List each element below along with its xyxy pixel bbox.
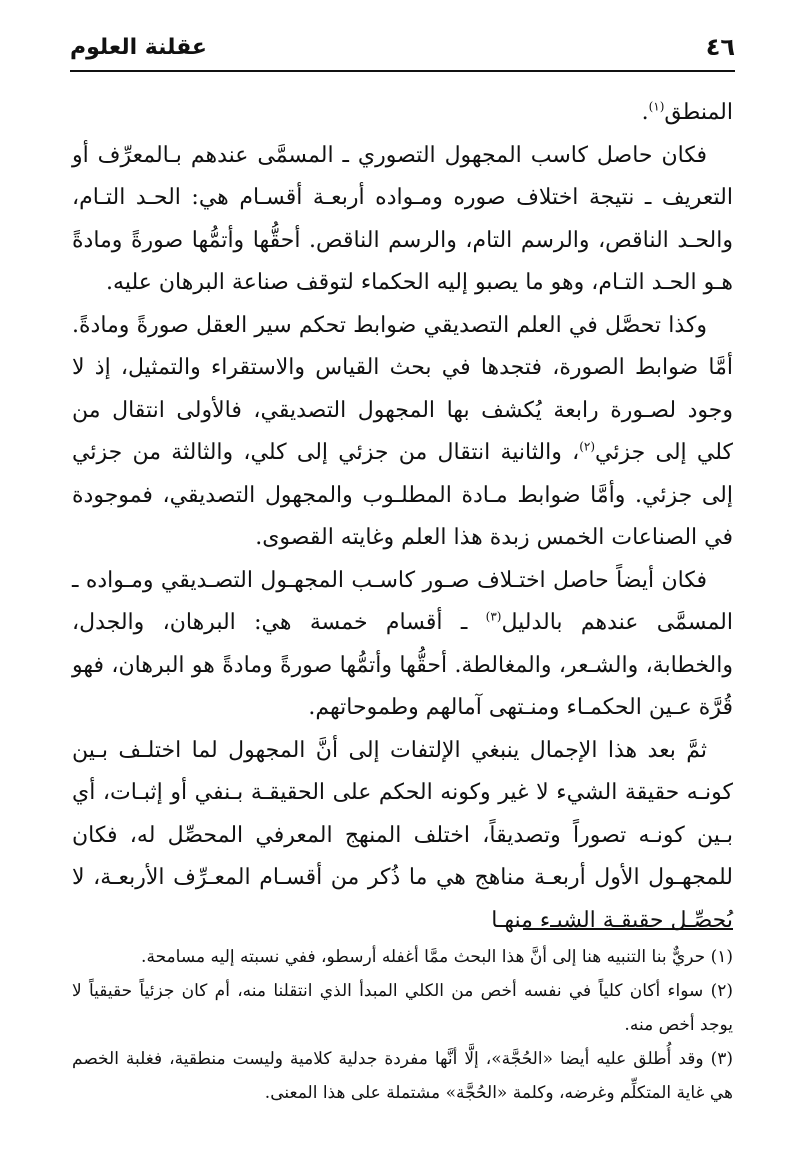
- paragraph: فكان أيضاً حاصل اختـلاف صـور كاسـب المجهـول التصـديقي ومـواده ـ المسمَّى عندهم بالدليل$^{(٣)}$ ـ أقسام خمسة هي: البرهان، والجدل، والخطابة، والشـعر، والمغالطة. أحقُّها وأتمُّها صورةً ومادةً هو البرهان، فهو قُرَّة عـين الحكمـاء ومنـتهى آمالهم وطموحاتهم.: [72, 567, 733, 720]
- paragraph: وكذا تحصَّل في العلم التصديقي ضوابط تحكم سير العقل صورةً ومادةً. أمَّا ضوابط الصورة، فتجدها في بحث القياس والاستقراء والتمثيل، إذ لا وجود لصـورة رابعة يُكشف بها المجهول التصديقي، فالأولى انتقال من كلي إلى جزئي$^{(٢)}$، والثانية انتقال من جزئي إلى كلي، والثالثة من جزئي إلى جزئي. وأمَّا ضوابط مـادة المطلـوب والمجهول التصديقي، فموجودة في الصناعات الخمس زبدة هذا العلم وغايته القصوى.: [72, 312, 733, 550]
- footnote-separator: [523, 928, 733, 930]
- footnote: (١) حريٌّ بنا التنبيه هنا إلى أنَّ هذا البحث ممَّا أغفله أرسطو، ففي نسبته إليه مسامحة.: [141, 947, 733, 967]
- footnote-number: (١): [710, 947, 733, 967]
- footnote: (٢) سواء أكان كلياً في نفسه أخص من الكلي المبدأ الذي انتقلنا منه، أم كان جزئياً حقيقياً لا يوجد أخص منه.: [72, 981, 733, 1035]
- paragraph: فكان حاصل كاسب المجهول التصوري ـ المسمَّى عندهم بـالمعرِّف أو التعريف ـ نتيجة اختلاف صوره ومـواده أربعـة أقسـام هي: الحـد التـام، والحـد الناقص، والرسم التام، والرسم الناقص. أحقُّها وأتمُّها صورةً ومادةً هـو الحـد التـام، وهو ما يصبو إليه الحكماء لتوقف صناعة البرهان عليه.: [72, 142, 733, 295]
- page-header: [70, 24, 735, 72]
- footnote-ref: (١): [648, 99, 665, 114]
- footnotes: [72, 940, 733, 1110]
- footnote-number: (٣): [710, 1049, 733, 1069]
- footnote-ref: (٣): [485, 609, 502, 624]
- body-text: [72, 92, 733, 942]
- page-number: ٤٦: [705, 33, 735, 61]
- paragraph: ثمَّ بعد هذا الإجمال ينبغي الإلتفات إلى أنَّ المجهول لما اختلـف بـين كونـه حقيقة الشيء لا غير وكونه الحكم على الحقيقـة بـنفي أو إثبـات، أي بـين كونـه تصوراً وتصديقاً، اختلف المنهج المعرفي المحصِّل له، فكان للمجهـول الأول أربعـة مناهج هي ما ذُكر من أقسـام المعـرِّف الأربعـة، لا يُحصِّـل حقيقـة الشيـء منهـا: [72, 737, 733, 933]
- footnote-number: (٢): [710, 981, 733, 1001]
- footnote-ref: (٢): [579, 439, 596, 454]
- running-title: عقلنة العلوم: [70, 34, 207, 60]
- paragraph: المنطق$^{(١)}$.: [641, 99, 733, 125]
- footnote: (٣) وقد أُطلق عليه أيضا «الحُجَّة»، إلَّا أنَّها مفردة جدلية كلامية وليست منطقية، فغلبة الخصم هي غاية المتكلِّم وغرضه، وكلمة «الحُجَّة» مشتملة على هذا المعنى.: [72, 1049, 733, 1103]
